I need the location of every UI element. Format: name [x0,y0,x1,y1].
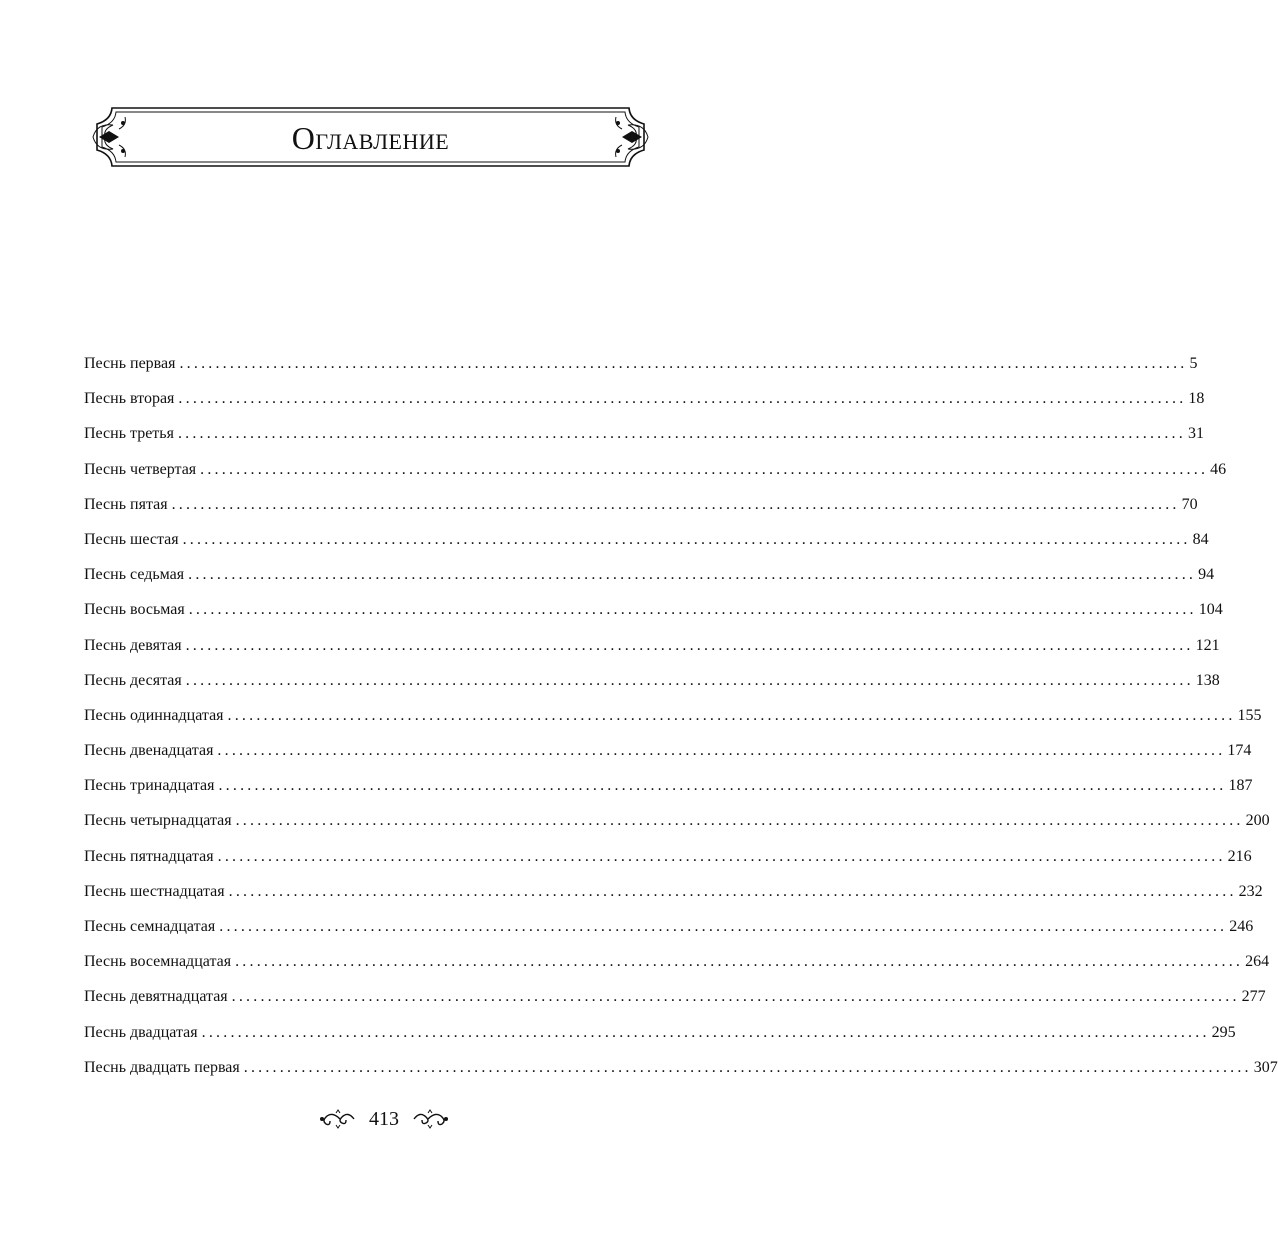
toc-entry-title: Песнь пятая [84,495,168,513]
toc-entry[interactable] [84,874,1263,909]
toc-entry-title: Песнь двадцать первая [84,1058,240,1076]
toc-leader-dots: ............................................................................................................................................ [227,706,1236,724]
scroll-flourish-icon [410,1107,450,1131]
toc-entry-page: 18 [1188,390,1205,408]
toc-entry[interactable] [84,487,1198,522]
toc-entry-page: 187 [1228,777,1253,795]
toc-entry-page: 307 [1253,1058,1278,1076]
toc-entry-page: 232 [1238,882,1263,900]
toc-leader-dots: ............................................................................................................................................ [185,671,1194,689]
toc-entry-title: Песнь четырнадцатая [84,812,232,830]
toc-entry-page: 138 [1195,671,1220,689]
toc-entry-page: 200 [1245,812,1270,830]
toc-entry[interactable] [84,839,1252,874]
toc-entry[interactable] [84,803,1270,838]
toc-entry[interactable] [84,768,1253,803]
toc-leader-dots: ............................................................................................................................................ [217,742,1226,760]
toc-entry-title: Песнь первая [84,355,176,372]
title-frame [78,104,663,170]
toc-entry-title: Песнь девятнадцатая [84,988,228,1006]
toc-leader-dots: ............................................................................................................................................ [185,636,1194,654]
toc-leader-dots: ............................................................................................................................................ [177,425,1186,443]
page-number: 413 [369,1108,399,1131]
toc-leader-dots: ............................................................................................................................................ [235,812,1244,830]
toc-entry[interactable] [84,557,1215,592]
toc-entry-page: 46 [1210,460,1227,478]
toc-entry-title: Песнь семнадцатая [84,918,216,935]
toc-entry-page: 31 [1187,425,1204,443]
toc-entry[interactable] [84,381,1205,416]
toc-entry-title: Песнь пятнадцатая [84,847,214,865]
toc-entry[interactable] [84,944,1270,979]
table-of-contents [84,346,1278,1085]
toc-entry[interactable] [84,698,1262,733]
toc-leader-dots: ............................................................................................................................................ [201,1023,1210,1041]
toc-entry-title: Песнь девятая [84,636,182,654]
toc-leader-dots: ............................................................................................................................................ [182,530,1191,548]
toc-leader-dots: ............................................................................................................................................ [219,918,1228,935]
toc-entry-page: 216 [1227,847,1252,865]
page-title: Оглавление [291,120,450,156]
toc-entry-title: Песнь одиннадцатая [84,706,224,724]
toc-entry-title: Песнь десятая [84,671,182,689]
scroll-flourish-icon [318,1107,358,1131]
toc-entry-page: 5 [1189,355,1198,372]
toc-entry[interactable] [84,1050,1278,1085]
page-footer [0,1098,768,1138]
toc-entry[interactable] [84,733,1252,768]
toc-leader-dots: ............................................................................................................................................ [200,460,1209,478]
toc-entry-page: 70 [1181,495,1198,513]
toc-leader-dots: ............................................................................................................................................ [188,566,1197,584]
toc-leader-dots: ............................................................................................................................................ [231,988,1240,1006]
toc-leader-dots: ............................................................................................................................................ [178,390,1187,408]
toc-entry-title: Песнь третья [84,425,174,443]
toc-entry-title: Песнь восемнадцатая [84,953,232,971]
toc-entry[interactable] [84,452,1227,487]
toc-leader-dots: ............................................................................................................................................ [217,847,1226,865]
toc-leader-dots: ............................................................................................................................................ [188,601,1197,619]
toc-entry-title: Песнь двенадцатая [84,742,214,760]
toc-entry-page: 277 [1241,988,1266,1006]
toc-leader-dots: ............................................................................................................................................ [179,355,1188,372]
toc-entry-page: 84 [1192,530,1209,548]
toc-entry-page: 121 [1195,636,1220,654]
toc-leader-dots: ............................................................................................................................................ [218,777,1227,795]
toc-entry-title: Песнь шестая [84,530,179,548]
toc-entry[interactable] [84,979,1266,1014]
toc-entry-page: 94 [1198,566,1215,584]
toc-leader-dots: ............................................................................................................................................ [228,882,1237,900]
toc-entry-title: Песнь шестнадцатая [84,882,225,900]
toc-entry-page: 246 [1229,918,1254,935]
toc-entry-page: 295 [1211,1023,1236,1041]
toc-leader-dots: ............................................................................................................................................ [235,953,1244,971]
toc-entry-title: Песнь тринадцатая [84,777,215,795]
toc-entry-title: Песнь седьмая [84,566,185,584]
toc-leader-dots: ............................................................................................................................................ [243,1058,1252,1076]
toc-entry-page: 104 [1198,601,1223,619]
toc-entry-title: Песнь четвертая [84,460,197,478]
toc-entry[interactable] [84,663,1220,698]
toc-entry-page: 155 [1237,706,1262,724]
toc-entry[interactable] [84,522,1209,557]
toc-entry[interactable] [84,1015,1236,1050]
toc-entry[interactable] [84,909,1254,944]
toc-entry-title: Песнь двадцатая [84,1023,198,1041]
toc-entry[interactable] [84,346,1198,381]
toc-entry-title: Песнь вторая [84,390,175,408]
toc-entry[interactable] [84,628,1220,663]
toc-entry-title: Песнь восьмая [84,601,185,619]
toc-leader-dots: ............................................................................................................................................ [171,495,1180,513]
toc-entry-page: 264 [1245,953,1270,971]
toc-entry-page: 174 [1227,742,1252,760]
toc-entry[interactable] [84,416,1204,451]
toc-entry[interactable] [84,592,1223,627]
